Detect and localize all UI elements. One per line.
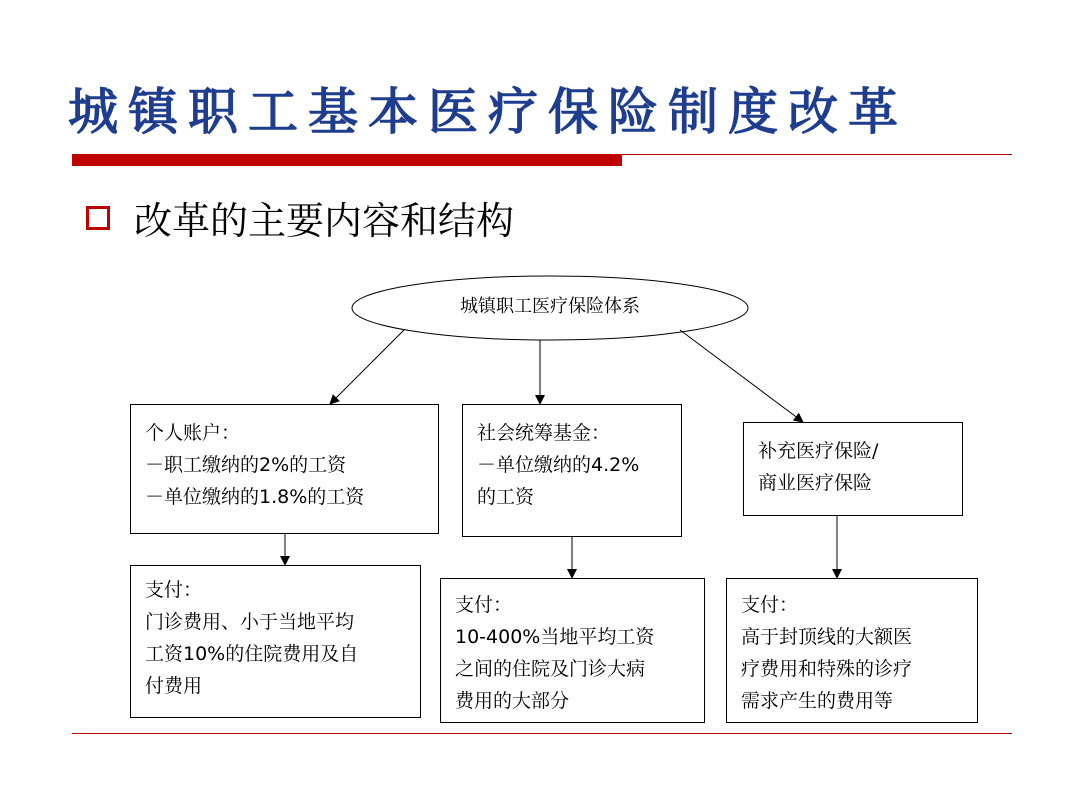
box-line: 补充医疗保险/ [758, 440, 879, 462]
arrow-to-personal [330, 330, 404, 404]
root-label: 城镇职工医疗保险体系 [460, 296, 640, 317]
slide-title: 城镇职工基本医疗保险制度改革 [68, 82, 908, 141]
box-line: －单位缴纳的4.2% [477, 454, 640, 476]
box-line: 付费用 [145, 675, 203, 697]
supplementary-insurance-box [743, 422, 963, 516]
supplementary-payment-box [726, 578, 978, 723]
box-line: 10-400%当地平均工资 [455, 626, 655, 648]
box-line: －职工缴纳的2%的工资 [145, 454, 347, 476]
box-line: 支付： [145, 579, 203, 601]
box-line: 的工资 [477, 486, 535, 508]
box-line: 个人账户： [145, 422, 241, 444]
box-line: 工资10%的住院费用及自 [145, 643, 359, 665]
personal-payment-box [130, 565, 421, 718]
box-line: 需求产生的费用等 [741, 690, 894, 712]
box-line: 疗费用和特殊的诊疗 [741, 658, 913, 680]
subtitle-text: 改革的主要内容和结构 [134, 199, 515, 243]
box-line: 支付： [455, 594, 513, 616]
box-line: 门诊费用、小于当地平均 [145, 611, 355, 633]
box-line: 高于封顶线的大额医 [741, 626, 913, 648]
arrow-to-supplement [680, 330, 803, 422]
box-line: 商业医疗保险 [758, 472, 873, 494]
box-line: 费用的大部分 [455, 690, 570, 712]
social-fund-box [462, 404, 682, 537]
box-line: 支付： [741, 594, 799, 616]
box-line: 之间的住院及门诊大病 [455, 658, 646, 680]
personal-account-box [130, 404, 439, 534]
social-payment-box [440, 578, 705, 723]
box-line: －单位缴纳的1.8%的工资 [145, 486, 365, 508]
footer-divider [72, 733, 1012, 734]
box-line: 社会统筹基金： [477, 422, 611, 444]
